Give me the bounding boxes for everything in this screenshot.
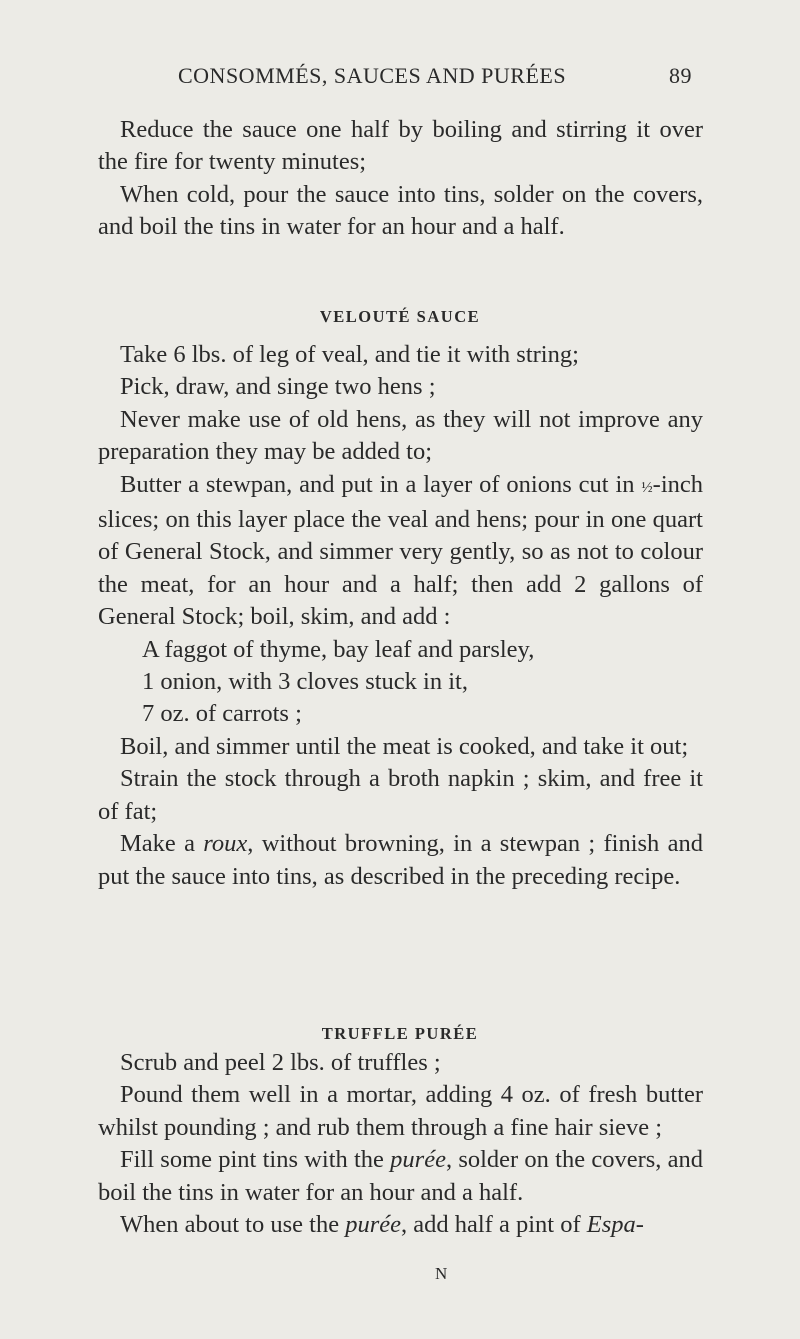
paragraph xyxy=(98,1144,703,1209)
fraction: ½ xyxy=(641,479,653,496)
running-header xyxy=(0,63,800,93)
intro-block xyxy=(98,114,703,244)
header-title: CONSOMMÉS, SAUCES AND PURÉES xyxy=(178,63,567,88)
paragraph: Take 6 lbs. of leg of veal, and tie it with string; xyxy=(120,341,579,368)
italic-term: roux xyxy=(203,830,248,858)
text-run: Make a xyxy=(120,830,204,858)
paragraph xyxy=(98,469,703,634)
ingredient-item: 7 oz. of carrots ; xyxy=(142,700,302,728)
paragraph xyxy=(98,1209,703,1241)
section-heading-veloute: VELOUTÉ SAUCE xyxy=(319,307,481,326)
text-run: -inch slices; on this layer place the veal and hens; pour in one quart of General Stock, and simmer very gently, so as not to colour the meat, for an hour and a half; then add 2 gallons of General Stock; boil, skim, and add : xyxy=(98,470,704,631)
page-number: 89 xyxy=(669,63,692,88)
paragraph: Never make use of old hens, as they will not improve any preparation they may be added to; xyxy=(98,405,703,466)
paragraph: Pick, draw, and singe two hens ; xyxy=(120,373,436,401)
paragraph: Scrub and peel 2 lbs. of truffles ; xyxy=(120,1049,441,1076)
italic-term: Espa- xyxy=(586,1211,644,1239)
paragraph: Boil, and simmer until the meat is cooked, and take it out; xyxy=(120,732,689,760)
text-run: , add half a pint of xyxy=(401,1211,587,1239)
ingredient-item: A faggot of thyme, bay leaf and parsley, xyxy=(142,635,535,663)
italic-term: purée xyxy=(345,1211,401,1239)
text-run: , without browning, in a stewpan ; finish and put the sauce into tins, as described in the preceding recipe. xyxy=(98,830,703,890)
ingredient-item: 1 onion, with 3 cloves stuck in it, xyxy=(142,668,468,696)
paragraph: Pound them well in a mortar, adding 4 oz. of fresh butter whilst pounding ; and rub them through a fine hair sieve ; xyxy=(98,1081,703,1141)
veloute-recipe xyxy=(98,339,703,893)
text-run: When about to use the xyxy=(120,1211,346,1239)
paragraph: Reduce the sauce one half by boiling and stirring it over the fire for twenty minutes; xyxy=(98,116,703,176)
italic-term: purée xyxy=(390,1146,446,1174)
paragraph xyxy=(98,828,703,893)
text-run: , solder on the covers, and boil the tins in water for an hour and a half. xyxy=(98,1146,704,1206)
text-run: Butter a stewpan, and put in a layer of onions cut in xyxy=(120,470,635,498)
text-run: Fill some pint tins with the xyxy=(120,1146,391,1174)
paragraph: When cold, pour the sauce into tins, solder on the covers, and boil the tins in water for an hour and a half. xyxy=(98,180,703,241)
printer-signature: N xyxy=(435,1264,448,1283)
truffle-recipe xyxy=(98,1047,703,1241)
paragraph: Strain the stock through a broth napkin ; skim, and free it of fat; xyxy=(98,765,703,825)
section-heading-truffle: TRUFFLE PURÉE xyxy=(321,1024,479,1043)
